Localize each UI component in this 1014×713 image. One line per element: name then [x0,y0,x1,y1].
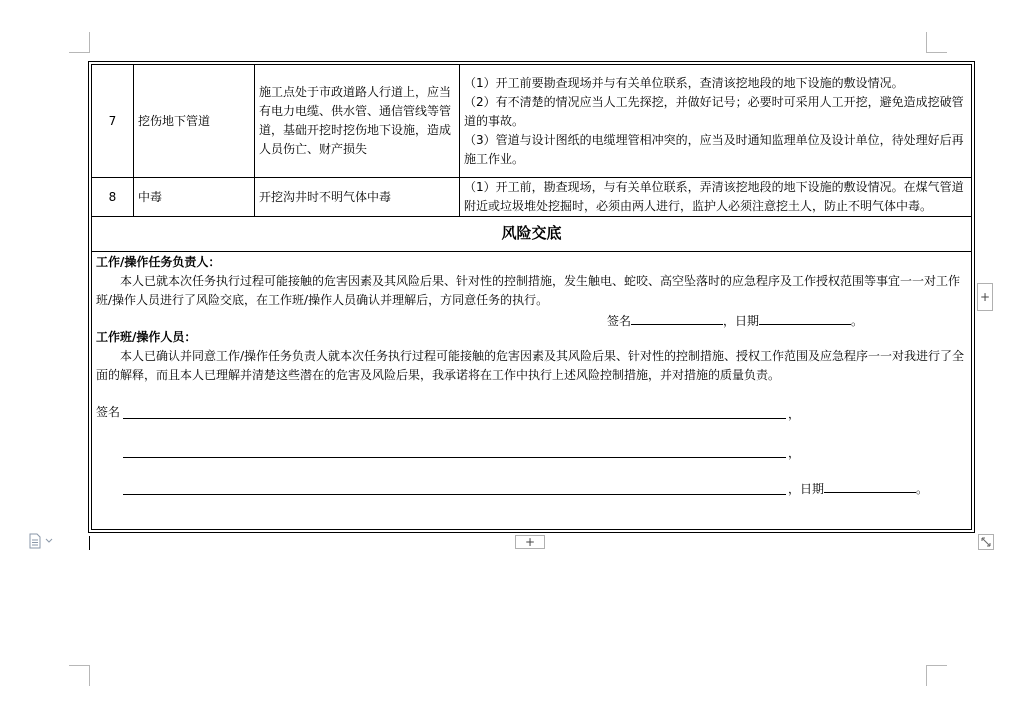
page-corner-mark [69,665,90,686]
date-label: ，日期 [788,482,825,496]
risk-name[interactable]: 挖伤地下管道 [134,65,255,178]
section-title[interactable]: 风险交底 [91,214,972,252]
risk-condition[interactable]: 开挖沟井时不明气体中毒 [255,178,460,217]
measure-item: （1）开工前要勘查现场并与有关单位联系，查清该挖地段的地下设施的敷设情况。 [464,75,904,90]
signature-blank[interactable] [123,456,786,458]
page-corner-mark [926,665,947,686]
team-date[interactable] [788,479,928,497]
control-measures[interactable] [460,65,972,178]
comma: ， [788,446,801,460]
text-cursor [89,536,90,550]
add-column-button[interactable]: + [977,283,993,311]
page-corner-mark [69,32,90,53]
risk-name[interactable]: 中毒 [134,178,255,217]
date-blank[interactable] [759,311,851,325]
measure-item: （2）有不清楚的情况应当人工先探挖，并做好记号；必要时可采用人工开挖，避免造成挖破管道的事故。 [464,94,964,128]
date-label: ，日期 [723,314,760,328]
row-number[interactable]: 7 [92,65,134,178]
signature-blank[interactable] [631,311,723,325]
leader-section[interactable] [96,253,969,310]
table-row[interactable] [92,178,972,217]
table-row[interactable] [92,65,972,178]
team-section[interactable] [96,328,969,385]
measure-item: （1）开工前，勘查现场，与有关单位联系，弄清该挖地段的地下设施的敷设情况。在煤气管道附近或垃圾堆处挖掘时，必须由两人进行，监护人必须注意挖土人，防止不明气体中毒。 [464,180,964,213]
row-number[interactable]: 8 [92,178,134,217]
document-options-icon[interactable] [27,533,43,549]
period: 。 [916,482,929,496]
control-measures[interactable] [460,178,972,217]
team-statement: 本人已确认并同意工作/操作任务负责人就本次任务执行过程可能接触的危害因素及其风险后果、针对性的控制措施、授权工作范围及应急程序一一对我进行了全面的解释，而且本人已理解并清楚这些潜在的危害及风险后果，我承诺将在工作中执行上述风险控制措施，并对措施的质量负责。 [96,349,965,382]
page-corner-mark [926,32,947,53]
comma: ， [788,407,801,421]
leader-heading: 工作/操作任务负责人： [96,255,221,269]
leader-statement: 本人已就本次任务执行过程可能接触的危害因素及其风险后果、针对性的控制措施，发生触电、蛇咬、高空坠落时的应急程序及工作授权范围等事宜一一对工作班/操作人员进行了风险交底，在工作班/操作人员确认并理解后，方同意任务的执行。 [96,274,961,307]
risk-condition[interactable]: 施工点处于市政道路人行道上，应当有电力电缆、供水管、通信管线等管道，基础开挖时挖伤地下设施，造成人员伤亡、财产损失 [255,65,460,178]
period: 。 [851,314,864,328]
date-blank[interactable] [824,479,916,493]
signature-blank[interactable] [123,417,786,419]
team-heading: 工作班/操作人员： [96,330,197,344]
sign-label: 签名 [607,314,632,328]
measure-item: （3）管道与设计图纸的电缆埋管相冲突的，应当及时通知监理单位及设计单位，待处理好后再施工作业。 [464,132,964,166]
add-row-button[interactable]: + [515,535,545,549]
team-sign-label: 签名 [96,405,121,419]
table-resize-icon[interactable] [978,534,994,550]
risk-table [91,64,972,217]
leader-sign-line[interactable] [607,311,863,329]
signature-blank[interactable] [123,493,786,495]
chevron-down-icon[interactable] [45,538,53,544]
